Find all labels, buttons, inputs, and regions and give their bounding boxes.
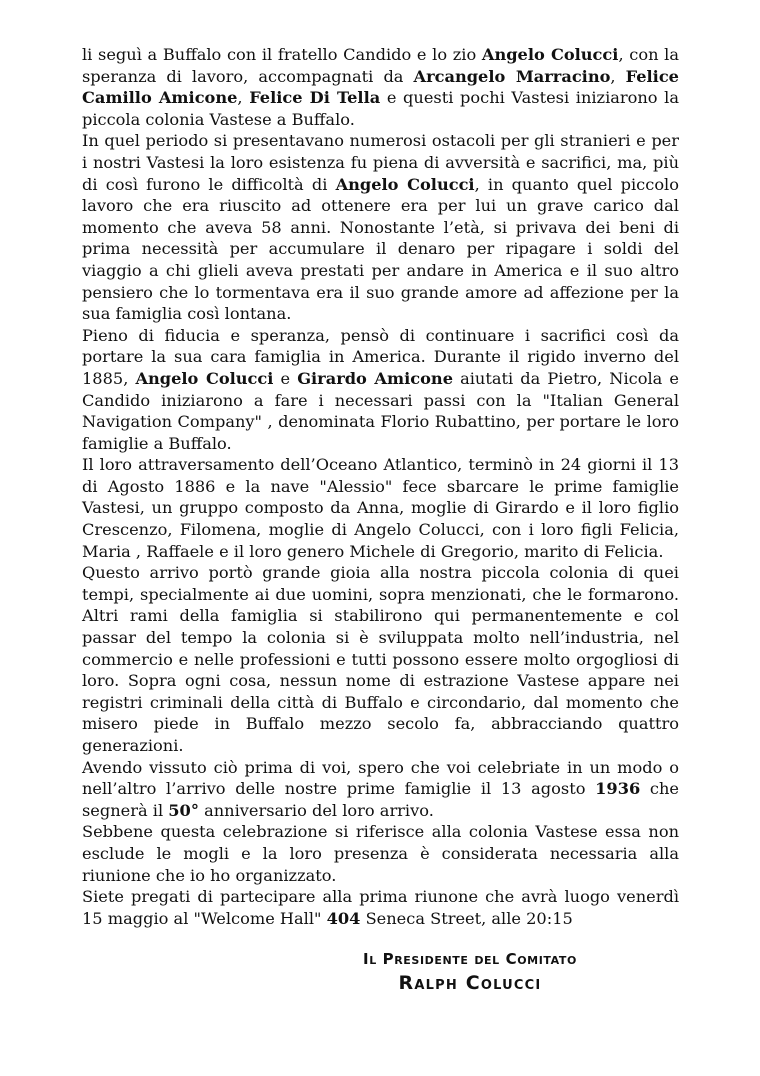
text-run: , con la speranza di lavoro, accompagnati da [82,45,679,86]
signature-role: Il Presidente del Comitato [363,950,577,968]
paragraph-5 [82,562,679,756]
bold-text-run: Felice Camillo Amicone [82,66,679,108]
bold-text-run: 50° [168,800,199,820]
paragraph-1 [82,44,679,130]
paragraph-8 [82,886,679,929]
text-run: , [610,66,626,86]
text-run: , in quanto quel piccolo lavoro che era riuscito ad ottenere era per lui un grave carico dal momento che aveva 58 anni. Nonostante l’età, si privava dei beni di prima necessità per accumulare il denaro per ripagare i soldi del viaggio a chi glieli aveva prestati per andare in America e il suo altro pensiero che lo tormentava era il suo grande amore ad affezione per la sua famiglia così lontana. [82,174,679,324]
paragraph-2 [82,130,679,324]
bold-text-run: Angelo Colucci [335,174,475,194]
bold-text-run: 404 [326,908,361,928]
paragraph-4 [82,454,679,562]
bold-text-run: 1936 [595,779,641,799]
paragraph-6 [82,757,679,822]
text-run: In quel periodo si presentavano numerosi ostacoli per gli stranieri e per i nostri Vastesi la loro esistenza fu piena di avversità e sacrifici, ma, più di così furono le difficoltà di [82,131,679,194]
text-run: che segnerà il [82,779,679,820]
text-run: Questo arrivo portò grande gioia alla nostra piccola colonia di quei tempi, specialmente ai due uomini, sopra menzionati, che le formarono. Altri rami della famiglia si stabilirono qui permanentemente e col passar del tempo la colonia si è sviluppata molto nell’industria, nel commercio e nelle professioni e tutti possono essere molto orgogliosi di loro. Sopra ogni cosa, nessun nome di estrazione Vastese appare nei registri criminali della città di Buffalo e circondario, dal momento che misero piede in Buffalo mezzo secolo fa, abbracciando quattro generazioni. [82,563,679,755]
text-run: Pieno di fiducia e speranza, pensò di continuare i sacrifici così da portare la sua cara famiglia in America. Durante il rigido inverno del 1885, [82,325,679,388]
bold-text-run: Angelo Colucci [481,45,619,64]
text-run: anniversario del loro arrivo. [198,800,434,820]
text-run: , [237,88,250,108]
paragraph-3 [82,325,679,455]
text-run: Siete pregati di partecipare alla prima riunone che avrà luogo venerdì 15 maggio al "Welcome Hall" [82,887,679,928]
text-run: Seneca Street, alle 20:15 [360,908,573,928]
paragraph-7 [82,821,679,886]
signature-block [200,948,740,996]
text-run: aiutati da Pietro, Nicola e Candido iniziarono a fare i necessari passi con la "Italian General Navigation Company" , denominata Florio Rubattino, per portare le loro famiglie a Buffalo. [82,368,679,453]
text-run: Avendo vissuto ciò prima di voi, spero che voi celebriate in un modo o nell’altro l’arrivo delle nostre prime famiglie il 13 agosto [82,757,679,799]
text-run: Sebbene questa celebrazione si riferisce alla colonia Vastese essa non esclude le mogli e la loro presenza è considerata necessaria alla riunione che io ho organizzato. [82,822,679,885]
text-run: e questi pochi Vastesi iniziarono la piccola colonia Vastese a Buffalo. [82,88,680,129]
bold-text-run: Felice Di Tella [249,88,381,108]
bold-text-run: Angelo Colucci [135,368,274,388]
bold-text-run: Girardo Amicone [297,368,453,388]
signature-name: Ralph Colucci [398,972,542,994]
letter-body [82,44,679,929]
text-run: e [273,368,298,388]
bold-text-run: Arcangelo Marracino [413,66,611,86]
text-run: Il loro attraversamento dell’Oceano Atlantico, terminò in 24 giorni il 13 di Agosto 1886 e la nave "Alessio" fece sbarcare le prime famiglie Vastesi, un gruppo composto da Anna, moglie di Girardo e il loro figlio Crescenzo, Filomena, moglie di Angelo Colucci, con i loro figli Felicia, Maria , Raffaele e il loro genero Michele di Gregorio, marito di Felicia. [82,455,679,561]
text-run: li seguì a Buffalo con il fratello Candido e lo zio [82,45,482,64]
